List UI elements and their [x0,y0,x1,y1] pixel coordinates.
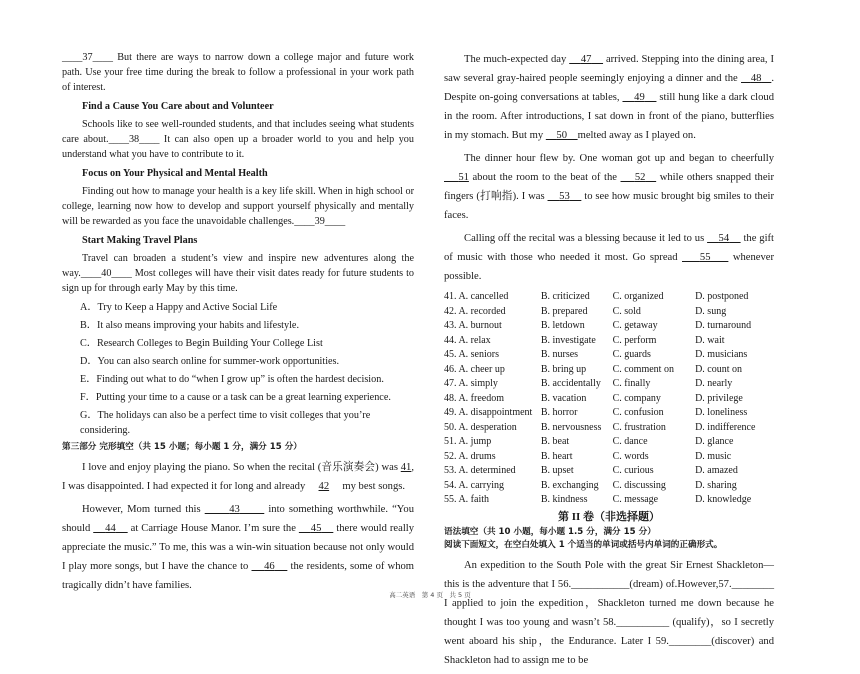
blank-53: 53 [559,191,570,202]
question-row [444,464,774,479]
question-row [444,348,774,363]
choice-c: C. perform [612,334,657,346]
blank-42: 42 [318,481,330,492]
question-row [444,305,774,320]
choice-b: B. upset [540,465,574,476]
option-e: E．Finding out what to do “when I grow up” is often the hardest decision. [80,374,384,385]
question-row [444,479,774,494]
choice-b: B. investigate [540,334,596,346]
choice-c: C. message [612,494,659,505]
choice-a: 44. A. relax [444,334,491,346]
option-g: G．The holidays can also be a perfect time to visit colleges that you’re considering. [80,410,371,436]
choice-b: B. horror [540,407,578,418]
option-f: F．Putting your time to a cause or a task can be a great learning experience. [80,392,391,403]
choice-c: C. comment on [612,363,674,375]
paragraph-39: Finding out how to manage your health is a key life skill. When in high school or college, learning now how to develop and support yourself physically and mentally will be rewarded as you face the unavoidable challenges.____39____ [62,186,414,227]
blank-54: 54 [718,233,730,244]
choice-a: 50. A. desperation [444,421,517,433]
option-c: C．Research Colleges to Begin Building Your College List [80,338,323,349]
blank-44: 44 [105,523,116,534]
choice-d: D. music [695,450,732,462]
choice-d: D. musicians [695,349,748,360]
choice-a: 42. A. recorded [444,305,506,317]
grammar-paragraph: An expedition to the South Pole with the great Sir Ernest Shackleton—this is the adventure that I 56.___________(dream) of.However,57.________ I applied to join the expedition，Shackleton turned me down because he thought I was too young and wasn’t 58.__________ (qualify)，so I secretly went aboard his ship，the Endurance. Later I 59.________(discover) and Shackleton had to assign me to be [444,559,774,666]
question-row [444,435,774,450]
choice-d: D. loneliness [695,407,748,418]
heading-health: Focus on Your Physical and Mental Health [82,168,268,179]
option-a: A．Try to Keep a Happy and Active Social Life [80,302,278,313]
option-b: B．It also means improving your habits and lifestyle. [80,320,299,331]
choice-a: 43. A. burnout [444,320,502,331]
question-row [444,450,774,465]
choice-d: D. count on [695,363,743,375]
blank-55: 55 [699,252,711,263]
choice-a: 55. A. faith [444,494,489,505]
cloze-paragraph-1: I love and enjoy playing the piano. So when the recital (音乐演奏会) was 41, I was disappointed. I had expected it for long and already 42 my best songs. [62,462,414,492]
choice-d: D. postponed [695,291,749,302]
choice-b: B. criticized [540,291,590,302]
choice-a: 41. A. cancelled [444,291,509,302]
choice-a: 53. A. determined [444,465,516,476]
question-row [444,290,774,305]
blank-52: 52 [634,172,646,183]
choice-d: D. turnaround [695,320,752,331]
choice-b: B. accidentally [540,378,601,389]
choice-b: B. exchanging [540,479,599,491]
cloze-paragraph-2: However, Mom turned this 43 into something worthwhile. “You should 44 at Carriage House Manor. I’m sure the 45 there would really appreciate the music.” To me, this was a win-win situation because not only would I play more songs, but I have the chance to 46 the residents, some of whom tragically didn’t have families. [62,504,415,591]
question-list [444,290,774,508]
choice-c: C. confusion [612,407,664,418]
paragraph-38: Schools like to see well-rounded students, and that includes seeing what students care about.____38____ It can also open up a broader world to you and help you understand what you have to contribute to it. [62,119,414,160]
question-row [444,392,774,407]
choice-a: 46. A. cheer up [444,363,505,375]
choice-c: C. words [612,450,649,462]
section-3-header: 第三部分 完形填空（共 15 小题；每小题 1 分，满分 15 分） [62,442,302,452]
choice-b: B. kindness [540,494,588,505]
choice-a: 54. A. carrying [444,479,504,491]
choice-b: B. nervousness [540,421,602,433]
blank-46: 46 [264,561,275,572]
choice-c: C. discussing [612,479,666,491]
left-column [62,50,414,599]
choice-d: D. knowledge [695,494,752,505]
blank-41: 41 [400,462,412,473]
choice-a: 51. A. jump [444,436,492,447]
choice-a: 49. A. disappointment [444,407,533,418]
blank-47: 47 [580,54,592,65]
choice-b: B. vacation [540,392,587,404]
choice-b: B. letdown [540,320,585,331]
choice-d: D. privilege [695,392,743,404]
blank-49: 49 [634,92,645,103]
option-d: D．You can also search online for summer-work opportunities. [80,356,340,367]
choice-c: C. finally [612,378,651,389]
cloze-paragraph-4: The dinner hour flew by. One woman got up and began to cheerfully 51 about the room to the beat of the 52 while others snapped their fingers (打响指). I was 53 to see how music brought big smiles to their faces. [444,153,775,221]
question-row [444,334,774,349]
question-row [444,363,774,378]
choice-c: C. dance [612,436,648,447]
choice-c: C. sold [612,305,641,317]
question-row [444,377,774,392]
choice-a: 47. A. simply [444,378,498,389]
choice-c: C. getaway [612,320,658,331]
grammar-instructions: 阅读下面短文，在空白处填入 1 个适当的单词或括号内单词的正确形式。 [444,539,723,550]
page-footer: 高二英语 第 4 页 共 5 页 [389,591,471,599]
choice-a: 48. A. freedom [444,392,504,404]
question-row [444,493,774,508]
question-row [444,319,774,334]
question-row [444,421,774,436]
blank-43: 43 [229,504,240,515]
choice-b: B. nurses [540,349,579,360]
choice-d: D. indifference [695,421,756,433]
cloze-paragraph-3: The much-expected day 47 arrived. Stepping into the dining area, I saw several gray-haired people seemingly enjoying a dinner and the 48 . Despite on-going conversations at tables, 49 still hung like a dark cloud in the room. After introductions, I sat down in front of the piano, butterflies in my stomach. But my 50 melted away as I played on. [444,54,775,141]
heading-travel: Start Making Travel Plans [82,235,198,246]
choice-d: D. nearly [695,378,733,389]
choice-b: B. bring up [540,363,587,375]
choice-c: C. curious [612,465,654,476]
paragraph-37: ____37____ But there are ways to narrow down a college major and future work path. Use your free time during the break to follow a professional in your work path of interest. [62,52,414,93]
choice-a: 52. A. drums [444,450,496,462]
choice-d: D. amazed [695,465,738,476]
cloze-paragraph-5: Calling off the recital was a blessing because it led to us 54 the gift of music with those who needed it most. Go spread 55 whenever possible. [444,233,775,282]
choice-a: 45. A. seniors [444,349,499,360]
choice-c: C. organized [612,291,664,302]
grammar-header: 语法填空（共 10 小题，每小题 1.5 分，满分 15 分） [444,526,656,537]
choice-d: D. sharing [695,479,737,491]
options-list [62,300,414,438]
choice-d: D. wait [695,334,725,346]
blank-45: 45 [310,523,322,534]
choice-c: C. company [612,392,661,404]
blank-50: 50 [556,130,568,141]
choice-c: C. guards [612,349,651,360]
right-column [444,50,774,674]
question-row [444,406,774,421]
heading-volunteer: Find a Cause You Care about and Volunteer [82,101,274,112]
choice-c: C. frustration [612,421,666,433]
choice-b: B. beat [540,436,570,447]
paragraph-40: Travel can broaden a student’s view and inspire new adventures along the way.____40____ Most colleges will have their visit dates ready for future students to sign up for through early May by this time. [62,253,414,294]
blank-48: 48 [750,73,762,84]
choice-b: B. heart [540,450,573,462]
choice-d: D. glance [695,436,734,447]
blank-51: 51 [458,172,469,183]
choice-d: D. sung [695,305,727,317]
choice-b: B. prepared [540,305,588,317]
part-2-title: 第 II 卷（非选择题） [557,510,661,523]
